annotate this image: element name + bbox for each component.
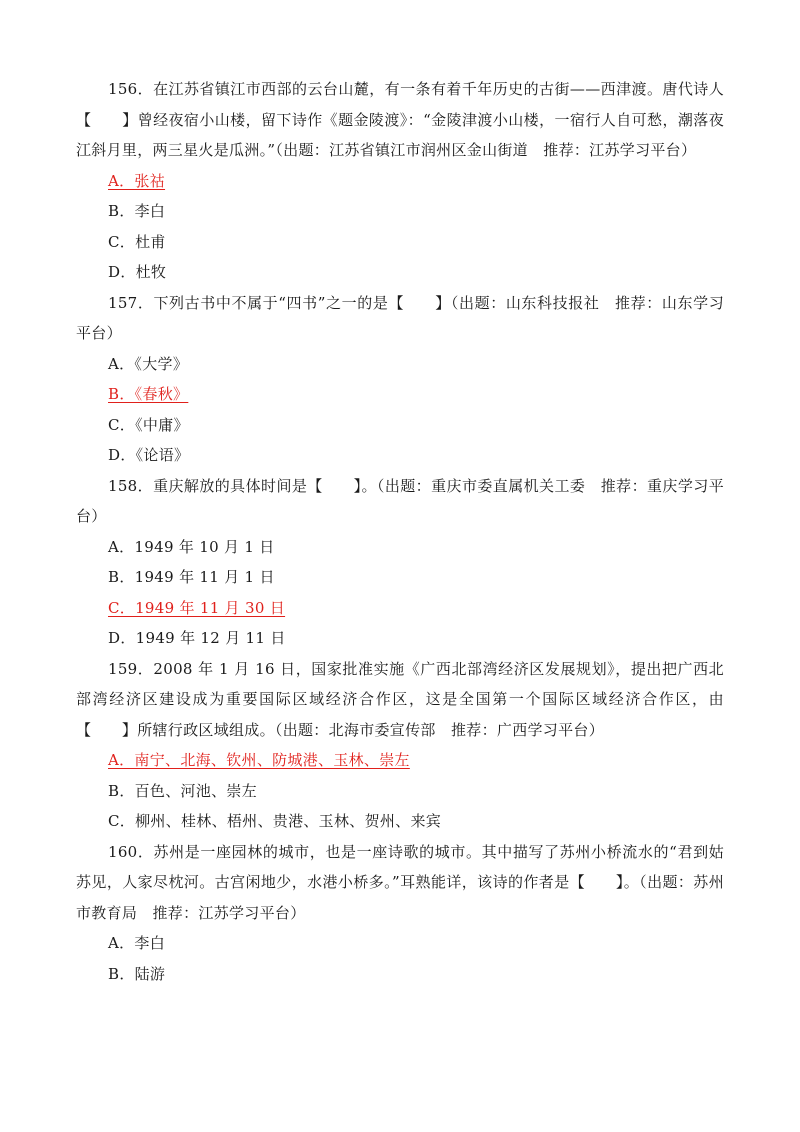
option-160-b: B．陆游 [108,964,166,983]
option-158-c: C．1949 年 11 月 30 日 [108,598,286,617]
option-159-b: B．百色、河池、崇左 [108,781,258,800]
option-156-c: C．杜甫 [108,232,166,251]
option-160-a: A．李白 [108,934,166,952]
option-159-c: C．柳州、桂林、梧州、贵港、玉林、贺州、来宾 [108,812,442,830]
option-157-d: D．《论语》 [108,446,190,464]
question-list [76,74,724,989]
question-156: 156．在江苏省镇江市西部的云台山麓，有一条有着千年历史的古街——西津渡。唐代诗人【 】曾经夜宿小山楼，留下诗作《题金陵渡》：“金陵津渡小山楼，一宿行人自可愁，潮落夜江斜月里，两三星火是瓜洲。”（出题：江苏省镇江市润州区金山街道 推荐：江苏学习平台） [76,80,724,159]
option-157-b: B．《春秋》 [108,385,189,403]
option-158-b: B．1949 年 11 月 1 日 [108,568,275,586]
question-158: 158．重庆解放的具体时间是【 】。（出题：重庆市委直属机关工委 推荐：重庆学习平台） [76,476,724,525]
question-159: 159．2008 年 1 月 16 日，国家批准实施《广西北部湾经济区发展规划》，提出把广西北部湾经济区建设成为重要国际区域经济合作区，这是全国第一个国际区域经济合作区，由【 】所辖行政区域组成。（出题：北海市委宣传部 推荐：广西学习平台） [76,659,724,739]
option-156-b: B．李白 [108,202,166,220]
option-158-a: A．1949 年 10 月 1 日 [108,537,275,556]
option-157-a: A．《大学》 [108,354,189,373]
option-157-c: C．《中庸》 [108,415,189,434]
option-156-d: D．杜牧 [108,263,167,281]
question-157: 157．下列古书中不属于“四书”之一的是【 】（出题：山东科技报社 推荐：山东学习平台） [76,293,724,342]
question-160: 160．苏州是一座园林的城市，也是一座诗歌的城市。其中描写了苏州小桥流水的“君到姑苏见，人家尽枕河。古宫闲地少，水港小桥多。”耳熟能详，该诗的作者是【 】。（出题：苏州市教育局 推荐：江苏学习平台） [76,842,724,922]
option-158-d: D．1949 年 12 月 11 日 [108,629,286,647]
option-156-a: A．张祜 [108,171,166,190]
option-159-a: A．南宁、北海、钦州、防城港、玉林、崇左 [108,751,410,769]
